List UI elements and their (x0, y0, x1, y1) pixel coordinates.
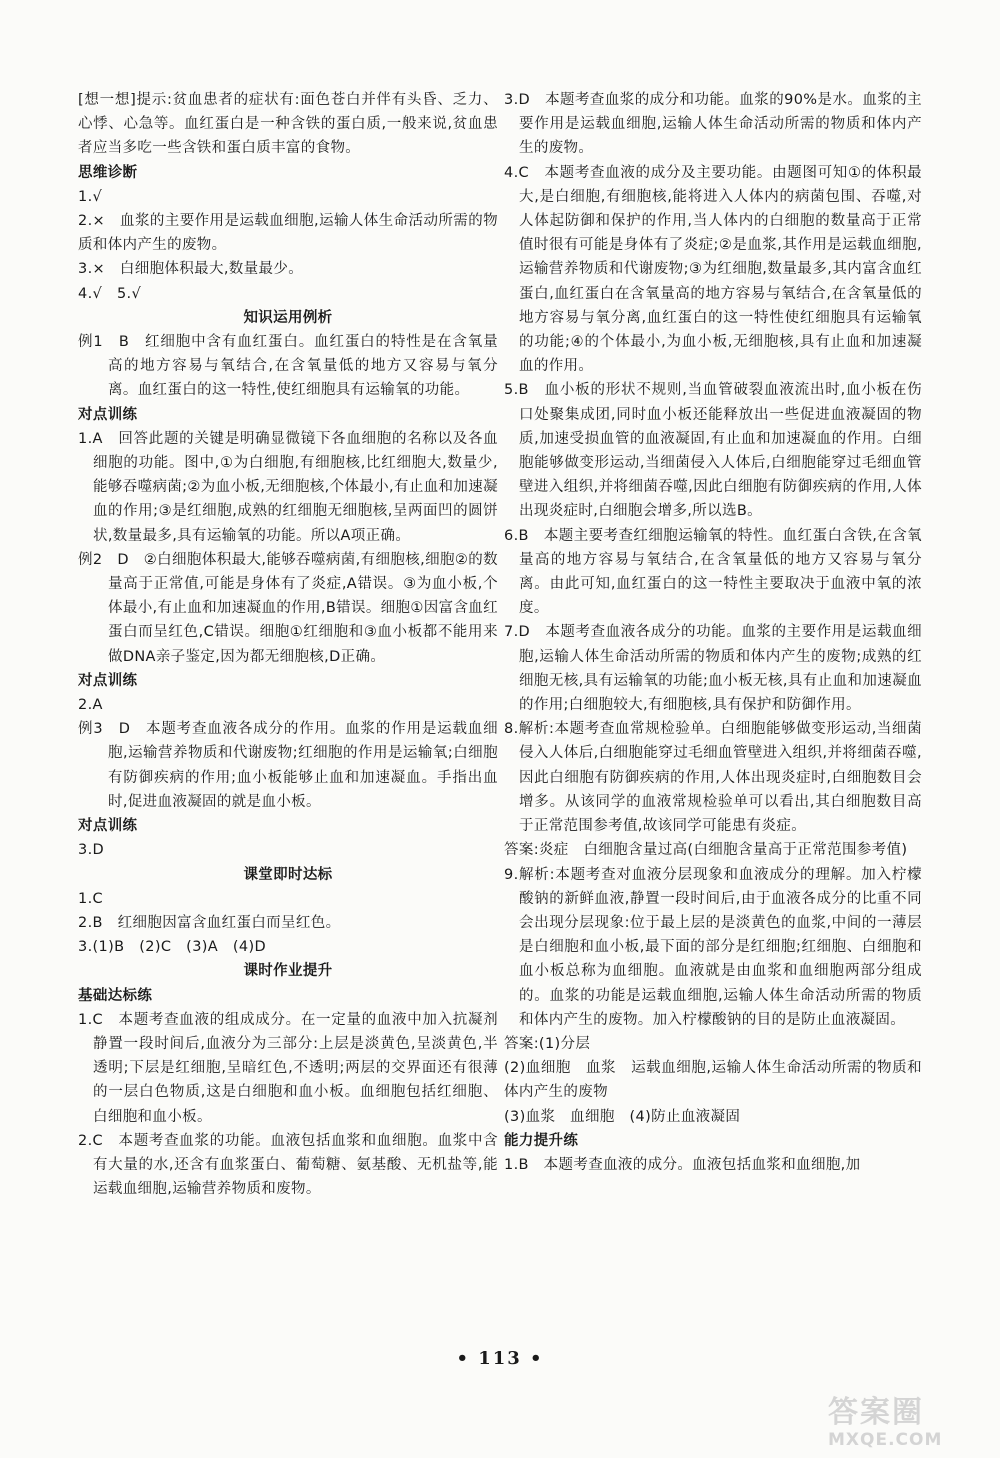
answer-item: 7.D 本题考查血液各成分的功能。血浆的主要作用是运载血细胞,运输人体生命活动所需的物质和体内产生的废物;成熟的红细胞无核,具有运输氧的功能;血小板无核,具有止血和加速凝血的作用;白细胞较大,有细胞核,具有保护和防御作用。 (504, 624, 922, 714)
watermark-text: 答案圈 (828, 1395, 924, 1430)
answer-item: 1.B 本题考查血液的成分。血液包括血浆和血细胞,加 (504, 1156, 861, 1173)
left-column (78, 88, 498, 1201)
right-column (504, 88, 922, 1177)
answer-item: 2.C 本题考查血浆的功能。血液包括血浆和血细胞。血浆中含有大量的水,还含有血浆蛋白、葡萄糖、氨基酸、无机盐等,能运载血细胞,运输营养物质和废物。 (78, 1132, 498, 1198)
paragraph: 3.(1)B (2)C (3)A (4)D (78, 939, 266, 956)
section-heading: 能力提升练 (504, 1132, 579, 1149)
answer-item: 1.C 本题考查血液的组成成分。在一定量的血液中加入抗凝剂静置一段时间后,血液分为三部分:上层是淡黄色,呈淡黄色,半透明;下层是红细胞,呈暗红色,不透明;两层的交界面还有很薄的一层白色物质,这是白细胞和血小板。血细胞包括红细胞、白细胞和血小板。 (78, 1011, 498, 1125)
answer-item: 1.A 回答此题的关键是明确显微镜下各血细胞的名称以及各血细胞的功能。图中,①为白细胞,有细胞核,比红细胞大,数量少,能够吞噬病菌;②为血小板,无细胞核,个体最小,有止血和加速凝血的作用;③是红细胞,成熟的红细胞无细胞核,呈两面凹的圆饼状,数量最多,具有运输氧的功能。所以A项正确。 (78, 430, 498, 544)
section-title: 知识运用例析 (243, 309, 333, 326)
section-heading: 对点训练 (78, 672, 138, 689)
answer-item: 9.解析:本题考查对血液分层现象和血液成分的理解。加入柠檬酸钠的新鲜血液,静置一段时间后,由于血液各成分的比重不同会出现分层现象:位于最上层的是淡黄色的血浆,中间的一薄层是白细胞和血小板,最下面的部分是红细胞;红细胞、白细胞和血小板总称为血细胞。血液就是由血浆和血细胞两部分组成的。血浆的功能是运载血细胞,运输人体生命活动所需的物质和体内产生的废物。加入柠檬酸钠的目的是防止血液凝固。 (504, 866, 922, 1028)
example-item: 例2 D ②白细胞体积最大,能够吞噬病菌,有细胞核,细胞②的数量高于正常值,可能是身体有了炎症,A错误。③为血小板,个体最小,有止血和加速凝血的作用,B错误。细胞①因富含血红蛋白而呈红色,C错误。细胞①红细胞和③血小板都不能用来做DNA亲子鉴定,因为都无细胞核,D正确。 (78, 551, 498, 665)
paragraph: 1.√ (78, 188, 103, 205)
answer-item: 4.C 本题考查血液的成分及主要功能。由题图可知①的体积最大,是白细胞,有细胞核,能将进入人体内的病菌包围、吞噬,对人体起防御和保护的作用,当人体内的白细胞的数量高于正常值时很有可能是身体有了炎症;②是血浆,其作用是运载血细胞,运输营养物质和代谢废物;③为红细胞,数量最多,其内富含血红蛋白,血红蛋白在含氧量高的地方容易与氧结合,在含氧量低的地方容易与氧分离,血红蛋白的这一特性使红细胞具有运输氧的功能;④的个体最小,为血小板,无细胞核,具有止血和加速凝血的作用。 (504, 164, 922, 375)
answer-item: 3.D 本题考查血浆的成分和功能。血浆的90%是水。血浆的主要作用是运载血细胞,运输人体生命活动所需的物质和体内产生的废物。 (504, 92, 922, 157)
paragraph: 4.√ 5.√ (78, 285, 142, 302)
watermark-url: MXQE.COM (828, 1430, 943, 1450)
answer-line: 答案:(1)分层 (504, 1035, 591, 1052)
section-heading: 对点训练 (78, 818, 138, 835)
example-item: 例3 D 本题考查血液各成分的作用。血浆的作用是运载血细胞,运输营养物质和代谢废物;红细胞的作用是运输氧;白细胞有防御疾病的作用;血小板能够止血和加速凝血。手指出血时,促进血液凝固的就是血小板。 (78, 721, 498, 810)
example-item: 例1 B 红细胞中含有血红蛋白。血红蛋白的特性是在含氧量高的地方容易与氧结合,在含氧量低的地方又容易与氧分离。血红蛋白的这一特性,使红细胞具有运输氧的功能。 (78, 334, 498, 399)
answer-line: 答案:炎症 白细胞含量过高(白细胞含量高于正常范围参考值) (504, 842, 908, 859)
paragraph: 2.A (78, 697, 103, 714)
section-heading: 对点训练 (78, 406, 138, 423)
paragraph: 3.× 白细胞体积最大,数量最少。 (78, 261, 304, 278)
answer-item: 8.解析:本题考查血常规检验单。白细胞能够做变形运动,当细菌侵入人体后,白细胞能穿过毛细血管壁进入组织,并将细菌吞噬,因此白细胞有防御疾病的作用,人体出现炎症时,白细胞数目会增多。从该同学的血液常规检验单可以看出,其白细胞数目高于正常范围参考值,故该同学可能患有炎症。 (504, 721, 922, 835)
paragraph: 3.D (78, 842, 105, 859)
paragraph: 2.× 血浆的主要作用是运载血细胞,运输人体生命活动所需的物质和体内产生的废物。 (78, 213, 498, 254)
paragraph: 1.C (78, 890, 104, 907)
section-heading: 基础达标练 (78, 987, 153, 1004)
watermark-logo (828, 1396, 993, 1452)
section-title: 课时作业提升 (243, 963, 333, 980)
section-heading: 思维诊断 (78, 164, 138, 181)
answer-line: (2)血细胞 血浆 运载血细胞,运输人体生命活动所需的物质和体内产生的废物 (504, 1060, 922, 1101)
answer-line: (3)血浆 血细胞 (4)防止血液凝固 (504, 1108, 741, 1125)
paragraph: [想一想]提示:贫血患者的症状有:面色苍白并伴有头昏、乏力、心悸、心急等。血红蛋白是一种含铁的蛋白质,一般来说,贫血患者应当多吃一些含铁和蛋白质丰富的食物。 (78, 92, 498, 157)
page-number: • 113 • (456, 1348, 544, 1369)
section-title: 课堂即时达标 (243, 866, 333, 883)
paragraph: 2.B 红细胞因富含血红蛋白而呈红色。 (78, 914, 341, 931)
answer-item: 6.B 本题主要考查红细胞运输氧的特性。血红蛋白含铁,在含氧量高的地方容易与氧结合,在含氧量低的地方又容易与氧分离。由此可知,血红蛋白的这一特性主要取决于血液中氧的浓度。 (504, 527, 922, 617)
answer-item: 5.B 血小板的形状不规则,当血管破裂血液流出时,血小板在伤口处聚集成团,同时血小板还能释放出一些促进血液凝固的物质,加速受损血管的血液凝固,有止血和加速凝血的作用。白细胞能够做变形运动,当细菌侵入人体后,白细胞能穿过毛细血管壁进入组织,并将细菌吞噬,因此白细胞有防御疾病的作用,人体出现炎症时,白细胞会增多,所以选B。 (504, 382, 922, 520)
